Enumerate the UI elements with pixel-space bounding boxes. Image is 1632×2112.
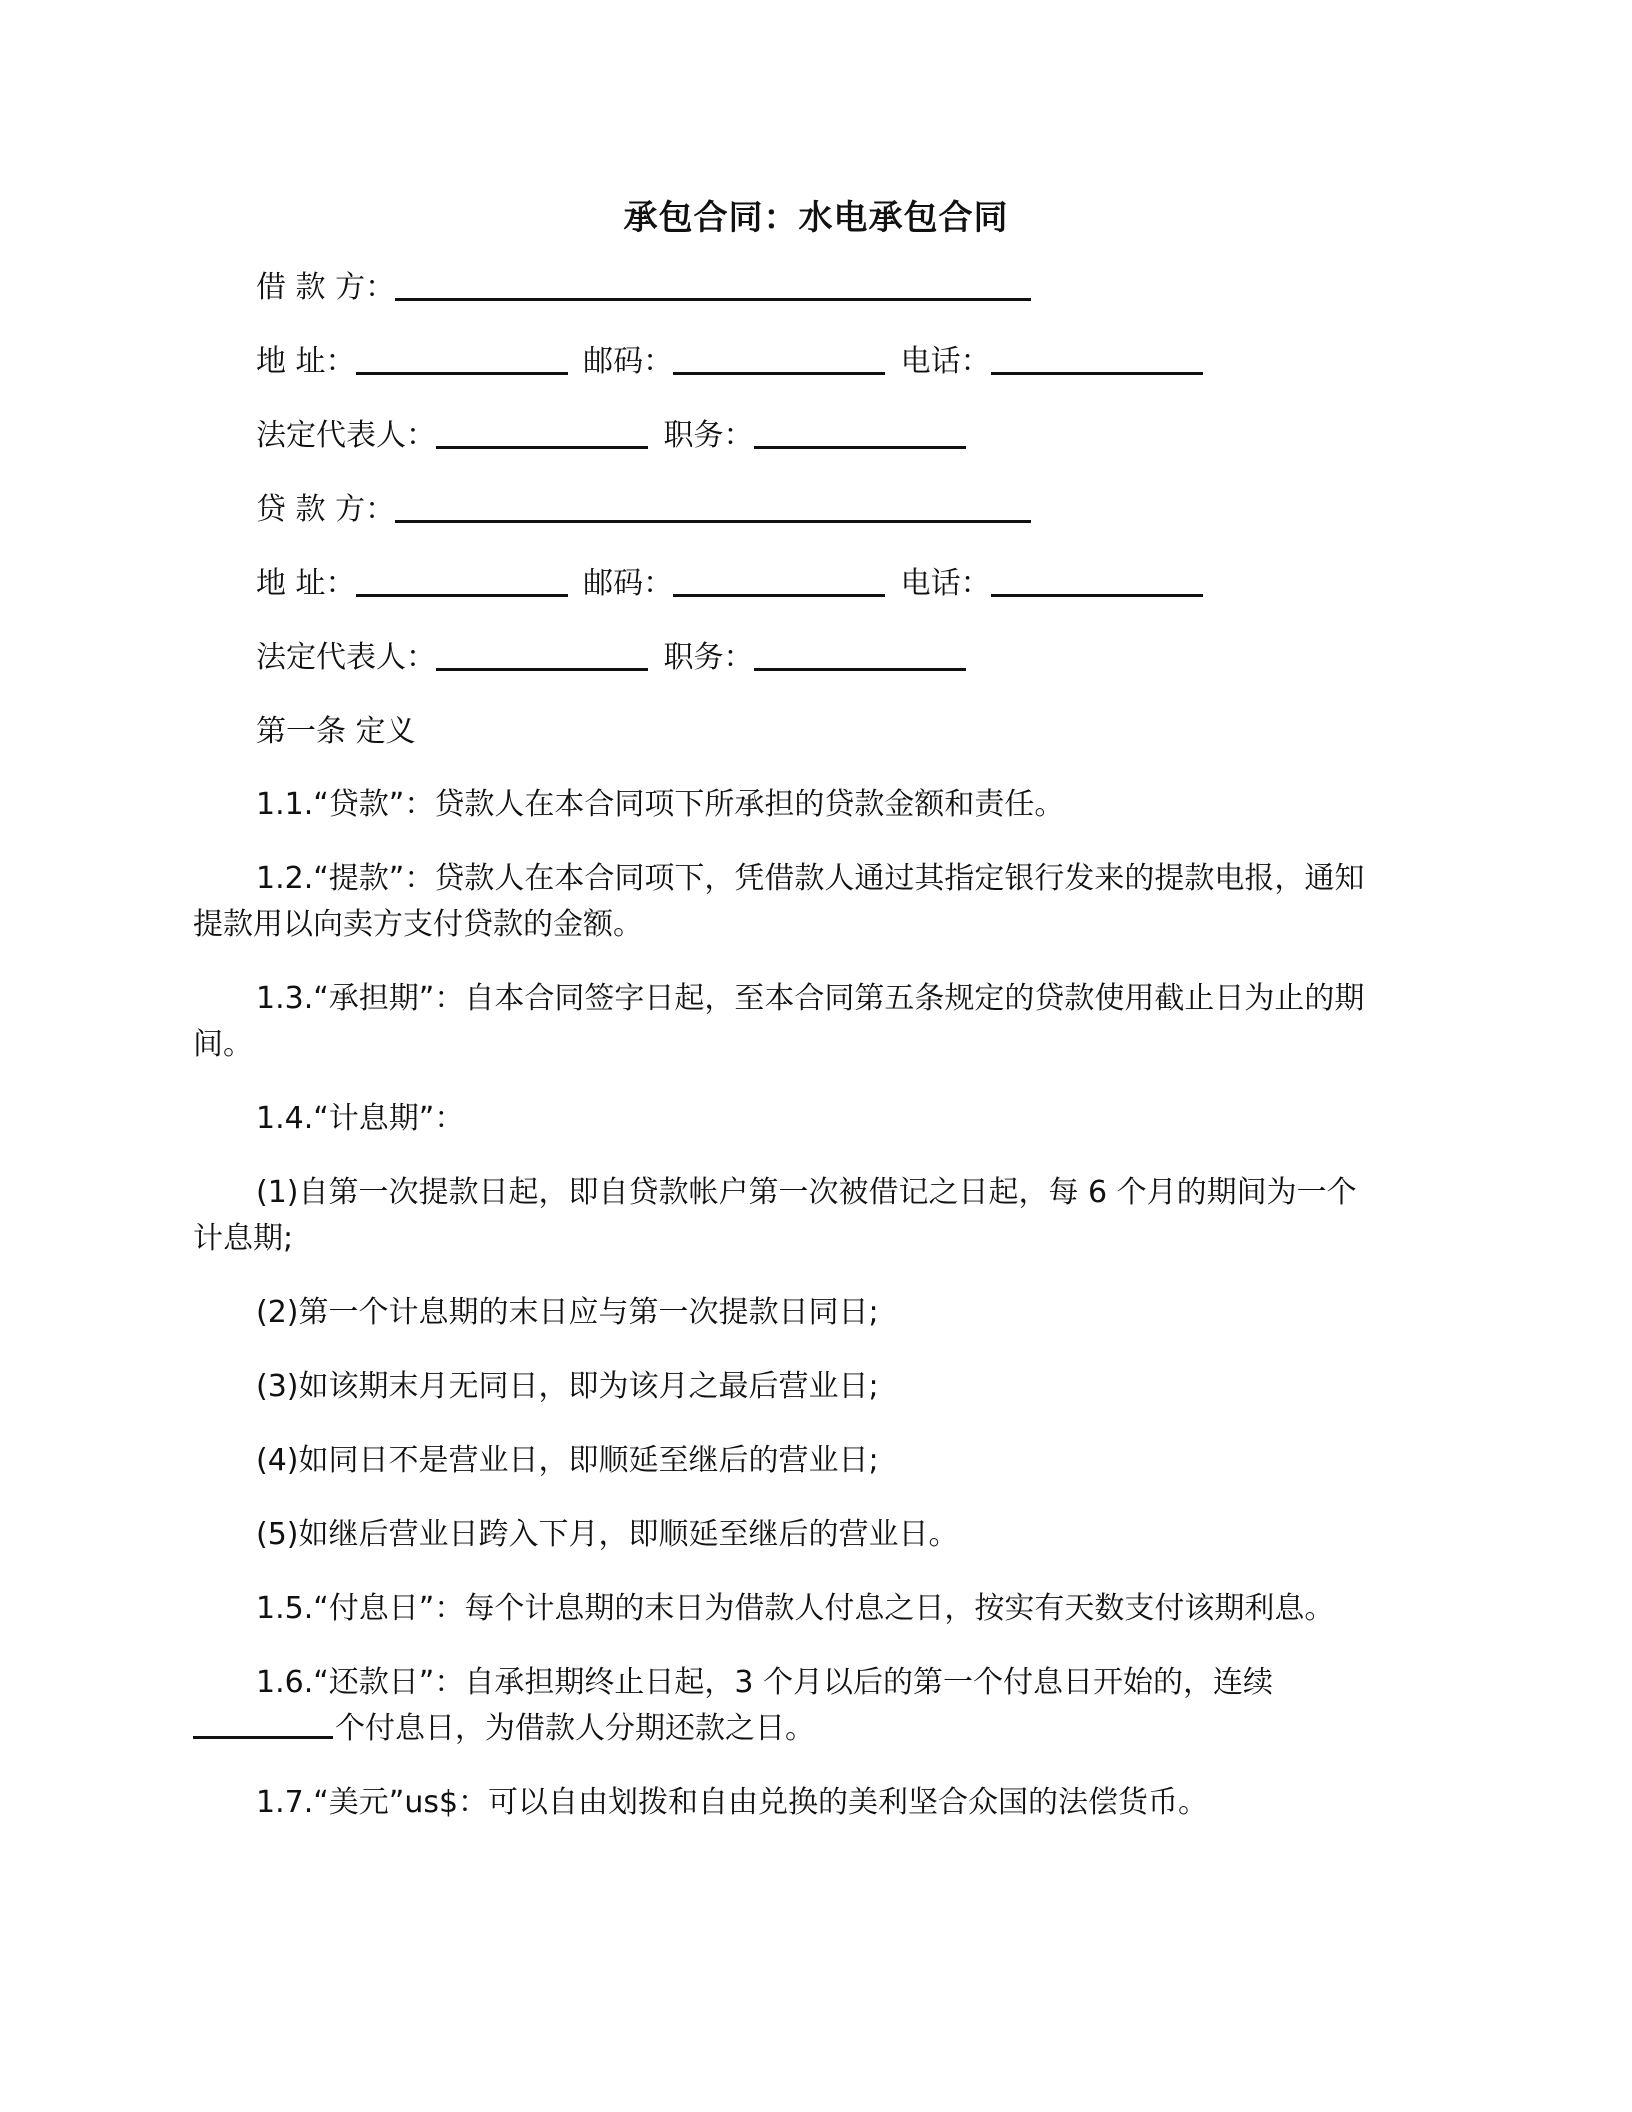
clause-1-5-text: 1.5.“付息日”：每个计息期的末日为借款人付息之日，按实有天数支付该期利息。 — [256, 1591, 1335, 1626]
borrower-name-label: 借 款 方： — [256, 270, 396, 305]
borrower-legal-rep-label: 法定代表人： — [256, 418, 436, 453]
borrower-phone-blank[interactable] — [991, 338, 1203, 375]
clause-1-6-line-2 — [193, 1706, 1413, 1752]
borrower-position-label: 职务： — [663, 418, 754, 453]
clause-1-4-4-text: (4)如同日不是营业日，即顺延至继后的营业日; — [256, 1443, 879, 1478]
clause-1-7-text: 1.7.“美元”us$：可以自由划拨和自由兑换的美利坚合众国的法偿货币。 — [256, 1785, 1209, 1820]
lender-position-blank[interactable] — [754, 634, 966, 671]
clause-1-2-line-1: 1.2.“提款”：贷款人在本合同项下，凭借款人通过其指定银行发来的提款电报，通知 — [256, 861, 1365, 896]
clause-1-4-3-text: (3)如该期末月无同日，即为该月之最后营业日; — [256, 1369, 879, 1404]
clause-1-4-3 — [193, 1364, 1413, 1410]
borrower-name-blank[interactable] — [395, 264, 1031, 301]
clause-1-5 — [193, 1586, 1413, 1632]
clause-1-4-1-line-2: 计息期; — [193, 1221, 294, 1256]
lender-postcode-blank[interactable] — [673, 560, 885, 597]
clause-1-4-2-text: (2)第一个计息期的末日应与第一次提款日同日; — [256, 1295, 879, 1330]
clause-1-1-text: 1.1.“贷款”：贷款人在本合同项下所承担的贷款金额和责任。 — [256, 787, 1065, 822]
lender-address-row — [256, 560, 1203, 608]
clause-1-4-2 — [193, 1290, 1413, 1336]
borrower-address-blank[interactable] — [356, 338, 568, 375]
lender-address-blank[interactable] — [356, 560, 568, 597]
lender-name-row — [256, 486, 1031, 534]
clause-1-4-4 — [193, 1438, 1413, 1484]
borrower-address-label: 地 址： — [256, 344, 356, 379]
borrower-phone-label: 电话： — [900, 344, 991, 379]
clause-1-7 — [193, 1780, 1413, 1826]
clause-1-3-line-1: 1.3.“承担期”：自本合同签字日起，至本合同第五条规定的贷款使用截止日为止的期 — [256, 981, 1365, 1016]
clause-1-2 — [193, 856, 1413, 948]
repayment-count-blank[interactable] — [193, 1706, 333, 1739]
borrower-address-row — [256, 338, 1203, 386]
borrower-legal-rep-blank[interactable] — [436, 412, 648, 449]
document-title: 承包合同：水电承包合同 — [623, 198, 1009, 238]
lender-phone-label: 电话： — [900, 566, 991, 601]
borrower-name-row — [256, 264, 1031, 312]
lender-name-blank[interactable] — [395, 486, 1031, 523]
clause-1-4-5-text: (5)如继后营业日跨入下月，即顺延至继后的营业日。 — [256, 1517, 959, 1552]
clause-1-4-1 — [193, 1170, 1413, 1262]
clause-1-4 — [193, 1096, 1413, 1142]
clause-1-3 — [193, 976, 1413, 1068]
clause-1-6 — [193, 1660, 1413, 1752]
lender-phone-blank[interactable] — [991, 560, 1203, 597]
lender-legal-rep-label: 法定代表人： — [256, 640, 436, 675]
lender-postcode-label: 邮码： — [583, 566, 674, 601]
borrower-position-blank[interactable] — [754, 412, 966, 449]
clause-1-1 — [193, 782, 1413, 828]
lender-name-label: 贷 款 方： — [256, 492, 396, 527]
lender-position-label: 职务： — [663, 640, 754, 675]
article-1-heading: 第一条 定义 — [256, 714, 416, 749]
borrower-postcode-label: 邮码： — [583, 344, 674, 379]
clause-1-4-1-line-1: (1)自第一次提款日起，即自贷款帐户第一次被借记之日起，每 6 个月的期间为一个 — [256, 1175, 1357, 1210]
clause-1-4-text: 1.4.“计息期”： — [256, 1101, 465, 1136]
clause-1-2-line-2: 提款用以向卖方支付贷款的金额。 — [193, 907, 643, 942]
clause-1-4-5 — [193, 1512, 1413, 1558]
lender-legal-rep-blank[interactable] — [436, 634, 648, 671]
clause-1-3-line-2: 间。 — [193, 1027, 253, 1062]
clause-1-6-line-2-text: 个付息日，为借款人分期还款之日。 — [335, 1711, 815, 1746]
lender-legal-rep-row — [256, 634, 966, 682]
borrower-legal-rep-row — [256, 412, 966, 460]
clause-1-6-line-1: 1.6.“还款日”：自承担期终止日起，3 个月以后的第一个付息日开始的，连续 — [256, 1665, 1273, 1700]
lender-address-label: 地 址： — [256, 566, 356, 601]
borrower-postcode-blank[interactable] — [673, 338, 885, 375]
